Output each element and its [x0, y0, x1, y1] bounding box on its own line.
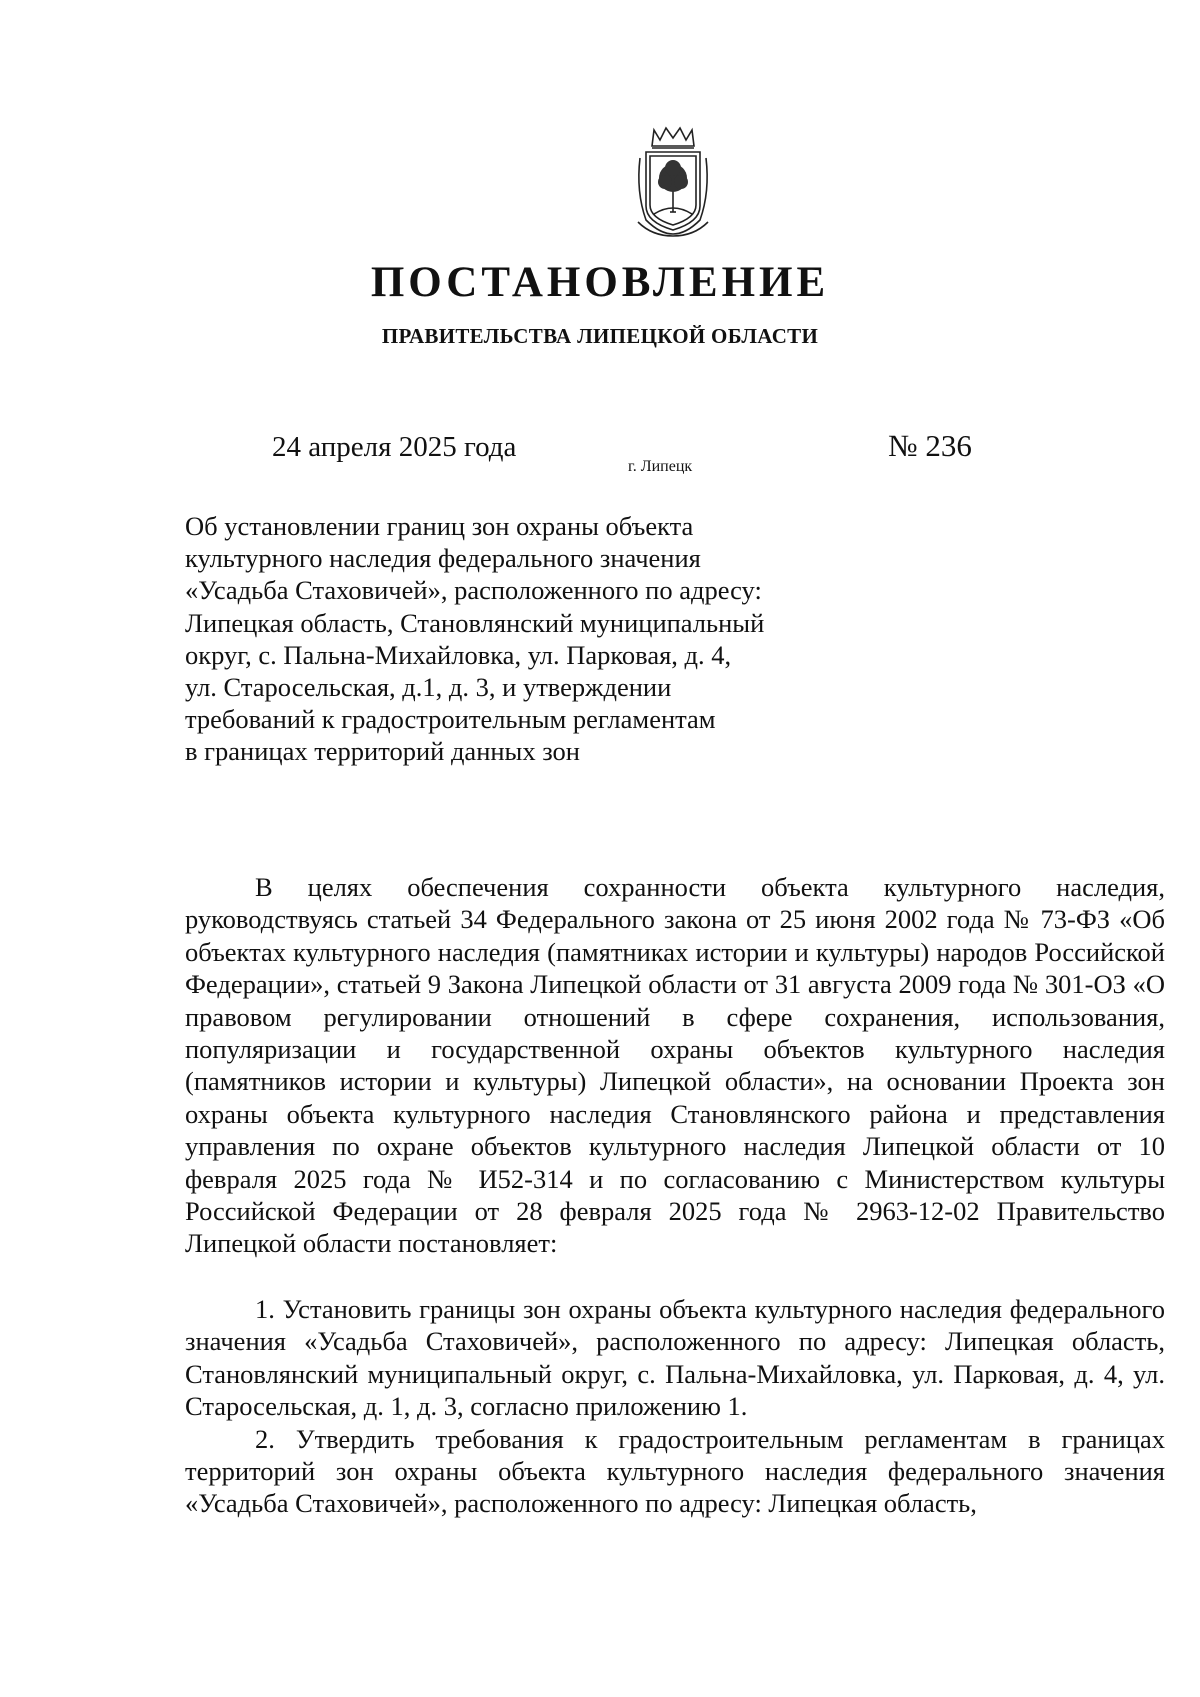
- subject-line: Липецкая область, Становлянский муниципальный: [185, 607, 765, 638]
- subject-line: Об установлении границ зон охраны объекта: [185, 511, 694, 541]
- document-date: 24 апреля 2025 года: [272, 431, 517, 463]
- subject-line: в границах территорий данных зон: [185, 736, 580, 767]
- resolution-item-2: 2. Утвердить требования к градостроительным регламентам в границах территорий зон охраны объекта культурного наследия федерального значения «Усадьба Стаховичей», расположенного по адресу: Липецкая область,: [185, 1423, 1165, 1519]
- issuer-name: ПРАВИТЕЛЬСТВА ЛИПЕЦКОЙ ОБЛАСТИ: [381, 324, 819, 348]
- subject-line: культурного наследия федерального значения: [185, 543, 701, 574]
- preamble-paragraph: В целях обеспечения сохранности объекта культурного наследия, руководствуясь статьей 34 Федерального закона от 25 июня 2002 года № 73-ФЗ «Об объектах культурного наследия (памятниках истории и культуры) народов Российской Федерации», статьей 9 Закона Липецкой области от 31 августа 2009 года № 301-ОЗ «О правовом регулировании отношений в сфере сохранения, использования, популяризации и государственной охраны объектов культурного наследия (памятников истории и культуры) Липецкой области», на основании Проекта зон охраны объекта культурного наследия Становлянского района и представления управления по охране объектов культурного наследия Липецкой области от 10 февраля 2025 года № И52-314 и по согласованию с Министерством культуры Российской Федерации от 28 февраля 2025 года № 2963-12-02 Правительство Липецкой области постановляет:: [185, 872, 1165, 1259]
- document-type-title: ПОСТАНОВЛЕНИЕ: [370, 259, 830, 306]
- resolution-item-1: 1. Установить границы зон охраны объекта культурного наследия федерального значения «Усадьба Стаховичей», расположенного по адресу: Липецкая область, Становлянский муниципальный округ, с. Пальна-Михайловка, ул. Парковая, д. 4, ул. Старосельская, д. 1, д. 3, согласно приложению 1.: [185, 1293, 1165, 1422]
- subject-line: ул. Старосельская, д.1, д. 3, и утверждении: [185, 672, 672, 703]
- document-subject: [185, 510, 825, 768]
- subject-line: требований к градостроительным регламентам: [185, 704, 716, 735]
- document-body: [185, 871, 1165, 1520]
- subject-line: округ, с. Пальна-Михайловка, ул. Парковая, д. 4,: [185, 639, 732, 670]
- document-number: № 236: [888, 428, 972, 463]
- coat-of-arms-icon: [632, 122, 714, 238]
- subject-line: «Усадьба Стаховичей», расположенного по адресу:: [185, 575, 762, 606]
- document-city: г. Липецк: [628, 458, 693, 475]
